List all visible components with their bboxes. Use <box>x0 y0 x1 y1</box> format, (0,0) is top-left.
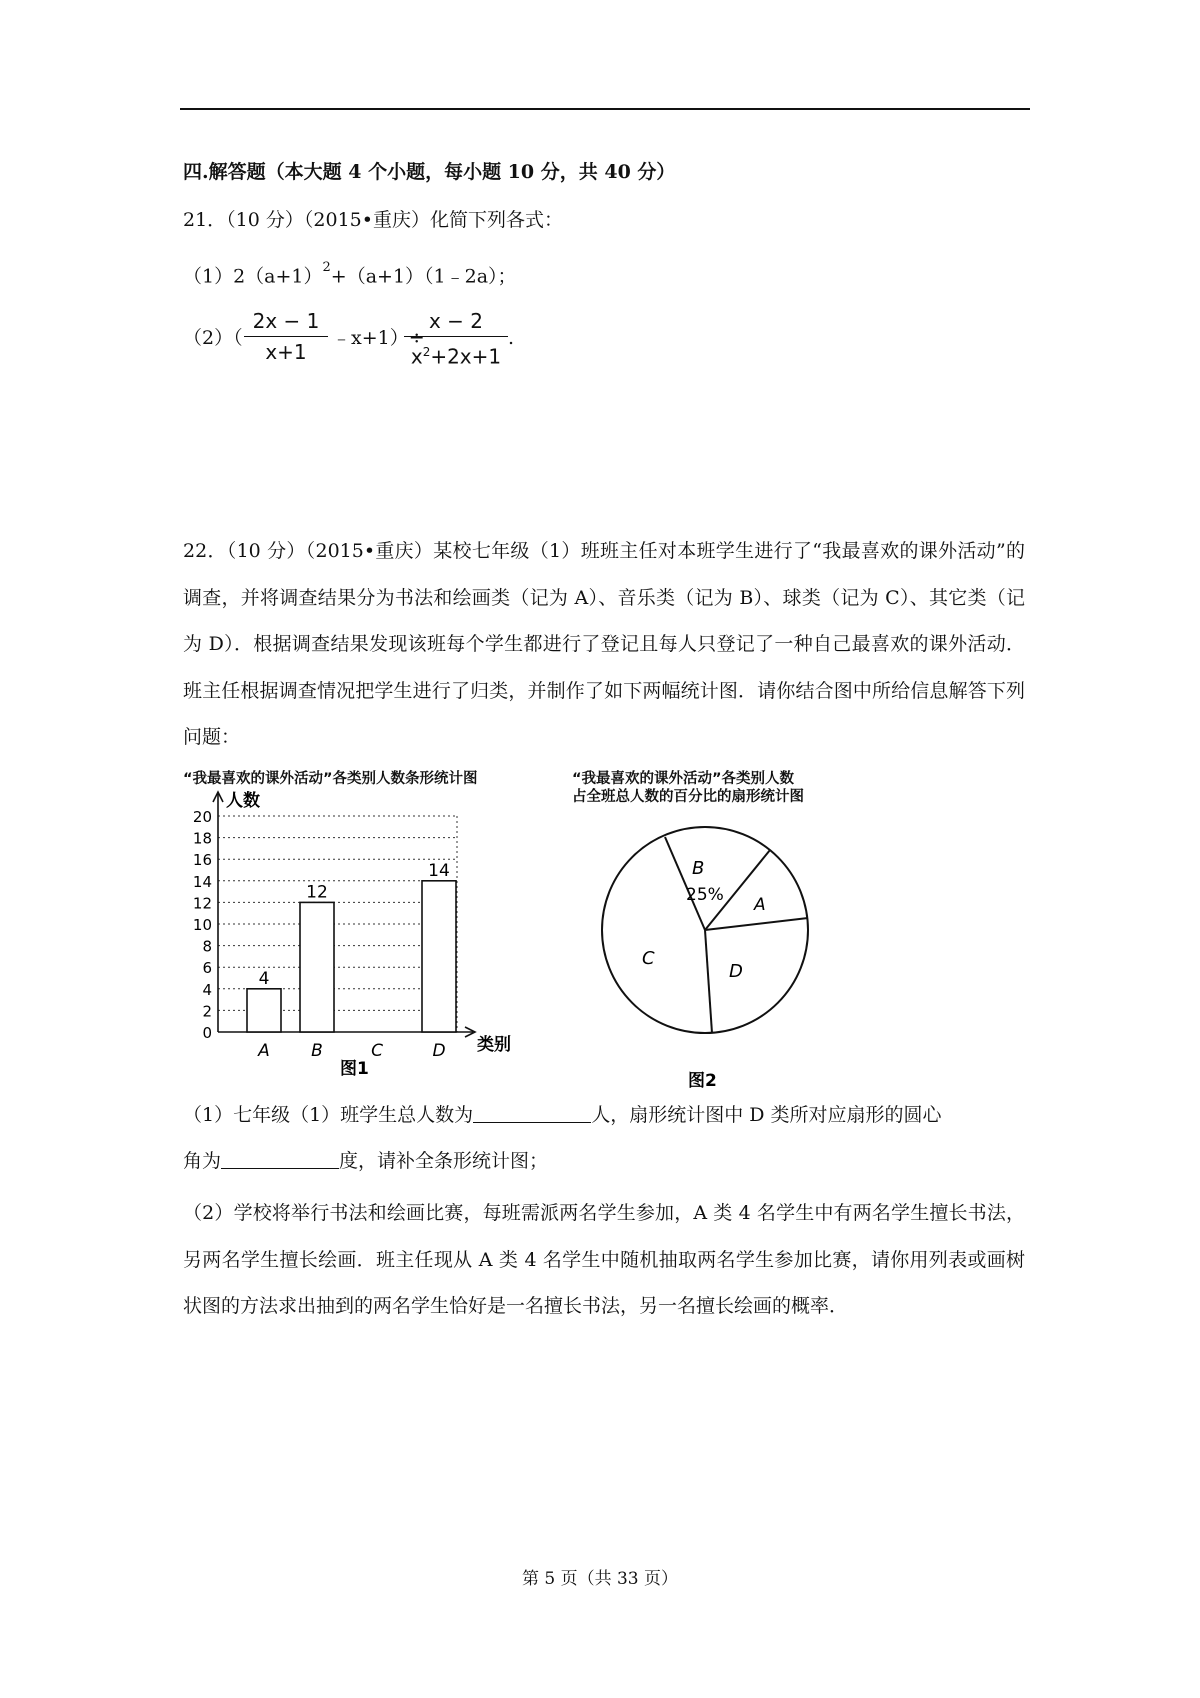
y-tick-label: 14 <box>192 872 212 891</box>
pie-slice-b-percent: 25% <box>686 885 724 905</box>
pie-slice-b-label: B <box>692 858 705 879</box>
header-rule <box>180 108 1030 110</box>
frac1-numerator: 2x − 1 <box>252 309 320 333</box>
pie-chart-title-line2: 占全班总人数的百分比的扇形统计图 <box>572 789 804 805</box>
answer-blank-total[interactable] <box>473 1102 591 1123</box>
x-tick-label: D <box>432 1041 446 1061</box>
q21-part2-mid: ﹣x+1）÷ <box>332 327 425 349</box>
section-title: 四.解答题（本大题 4 个小题，每小题 10 分，共 40 分） <box>183 161 676 183</box>
bar-chart-y-axis-label: 人数 <box>226 791 260 811</box>
q21-header: 21．（10 分）（2015•重庆）化简下列各式： <box>183 209 563 231</box>
q21-part1 <box>183 260 517 288</box>
bar-chart-x-labels <box>257 1041 445 1061</box>
bar <box>300 902 334 1032</box>
pie-divider-ad <box>705 918 808 930</box>
pie-divider-bc <box>665 837 705 930</box>
pie-chart-caption: 图2 <box>688 1071 717 1091</box>
frac1-denominator: x+1 <box>265 340 307 364</box>
y-tick-label: 2 <box>202 1002 212 1021</box>
q21-part2-end: . <box>508 327 515 349</box>
q21-frac1 <box>244 308 328 365</box>
pie-divider-dc <box>705 930 712 1033</box>
q22-sub1-part-b1: 人，扇形统计图中 D 类所对应扇形的圆心 <box>591 1104 942 1126</box>
bar <box>422 881 456 1032</box>
pie-slice-c-label: C <box>642 948 655 969</box>
q22-sub1-part-a: （1）七年级（1）班学生总人数为 <box>183 1104 474 1126</box>
bar-chart-title: “我最喜欢的课外活动”各类别人数条形统计图 <box>183 771 478 787</box>
bar-chart-bars <box>247 861 456 1032</box>
pie-slice-d-label: D <box>729 961 743 982</box>
x-tick-label: A <box>258 1041 270 1061</box>
frac2-den-rest: +2x+1 <box>430 344 502 369</box>
answer-blank-angle[interactable] <box>221 1148 339 1169</box>
y-tick-label: 16 <box>192 851 212 870</box>
bar-chart-y-ticks <box>193 808 212 1042</box>
bar-data-label: 14 <box>428 860 450 881</box>
q21-part1-rest: +（a+1）（1﹣2a）； <box>330 265 517 288</box>
y-tick-label: 10 <box>192 916 212 934</box>
frac2-numerator: x − 2 <box>428 309 484 333</box>
x-tick-label: C <box>371 1041 383 1061</box>
frac1-bar <box>244 336 328 337</box>
y-tick-label: 0 <box>202 1024 212 1042</box>
y-tick-label: 20 <box>192 808 212 826</box>
q22-sub1-part-b2: 角为 <box>183 1150 222 1172</box>
q22-sub1-line1 <box>183 1102 942 1127</box>
q22-paragraph: 22．（10 分）（2015•重庆）某校七年级（1）班班主任对本班学生进行了“我最喜欢的课外活动”的调查，并将调查结果分为书法和绘画类（记为 A）、音乐类（记为 B）、球类（记为 C）、其它类（记为 D）．根据调查结果发现该班每个学生都进行了登记且每人只登记了一种自己最喜欢的课外活动．班主任根据调查情况把学生进行了归类，并制作了如下两幅统计图．请你结合图中所给信息解答下列问题： <box>183 540 1025 748</box>
y-tick-label: 12 <box>192 894 212 913</box>
y-tick-label: 8 <box>202 937 212 956</box>
page-footer: 第 5 页（共 33 页） <box>521 1569 679 1589</box>
q21-part2-label: （2）（ <box>183 327 243 349</box>
q22-sub1-part-c: 度，请补全条形统计图； <box>339 1150 549 1172</box>
bar-data-label: 4 <box>258 968 270 989</box>
pie-slice-a-label: A <box>754 895 766 915</box>
bar <box>247 989 281 1032</box>
y-tick-label: 4 <box>202 980 212 999</box>
bar-data-label: 12 <box>306 882 328 903</box>
pie-chart-title-line1: “我最喜欢的课外活动”各类别人数 <box>572 771 795 787</box>
y-tick-label: 6 <box>202 959 212 978</box>
bar-chart-caption: 图1 <box>340 1059 369 1076</box>
q22-sub1-line2 <box>183 1148 548 1173</box>
q21-part1-exp: 2 <box>322 260 331 275</box>
frac2-bar <box>404 336 508 337</box>
frac2-den-exp: 2 <box>422 345 431 359</box>
q22-sub2: （2）学校将举行书法和绘画比赛，每班需派两名学生参加，A 类 4 名学生中有两名学生擅长书法，另两名学生擅长绘画．班主任现从 A 类 4 名学生中随机抽取两名学生参加比赛，请你用列表或画树状图的方法求出抽到的两名学生恰好是一名擅长书法，另一名擅长绘画的概率． <box>183 1202 1025 1317</box>
frac2-denominator <box>404 339 508 369</box>
y-tick-label: 18 <box>192 829 212 848</box>
frac2-den-base: x <box>410 344 423 369</box>
pie-chart <box>590 826 830 1096</box>
bar-chart <box>180 786 560 1076</box>
q21-part1-label: （1）2（a+1） <box>183 265 323 288</box>
q21-frac2 <box>404 308 508 369</box>
x-tick-label: B <box>311 1041 323 1061</box>
bar-chart-x-axis-label: 类别 <box>477 1035 511 1055</box>
